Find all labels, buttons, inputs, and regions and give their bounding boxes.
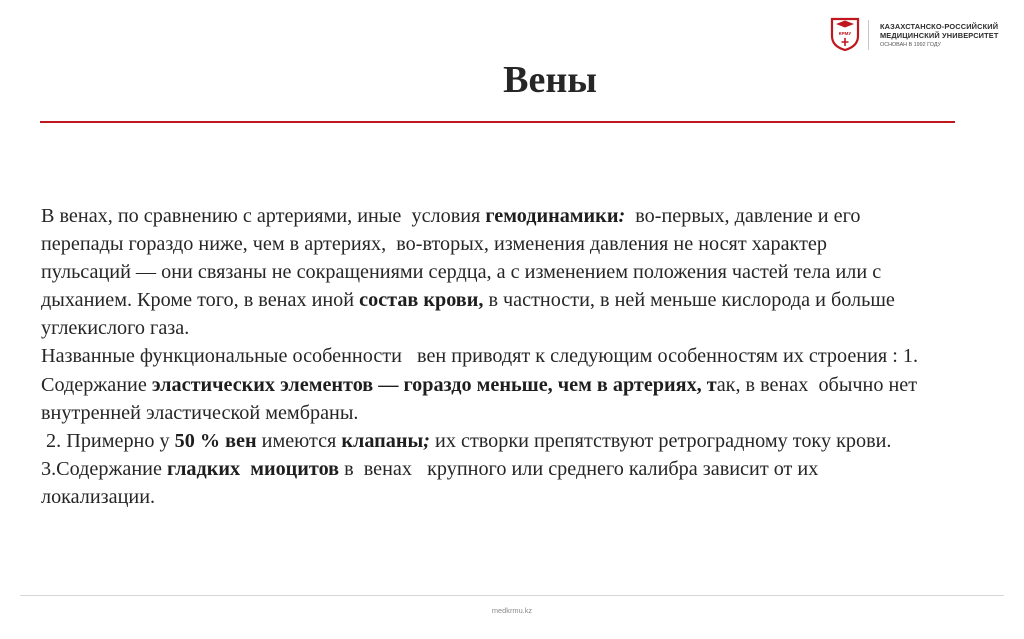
body-emphasis: гемодинамики (485, 205, 619, 227)
title-underline (40, 121, 955, 123)
body-emphasis: состав крови, (359, 289, 484, 312)
university-name-line1: КАЗАХСТАНСКО-РОССИЙСКИЙ (880, 22, 999, 31)
footer-url: medkrmu.kz (491, 606, 533, 615)
body-run: в частности, в ней меньше кислорода и больше углекислого газа. (41, 289, 900, 340)
footer-divider (20, 595, 1004, 596)
body-run: имеются (256, 429, 342, 452)
body-run: Названные функциональные особенности вен приводят к следующим особенностям их строения : 1. Содержание (41, 345, 924, 396)
body-emphasis: 50 % вен (174, 429, 257, 452)
university-name-line2: МЕДИЦИНСКИЙ УНИВЕРСИТЕТ (880, 31, 999, 40)
body-run: во-первых, давление и его перепады гораздо ниже, чем в артериях, во-вторых, изменения давления не носят характер пульсаций — они связаны не сокращениями сердца, а с изменением положения частей тела или с дыханием. Кроме того, в венах иной (41, 205, 887, 312)
university-founded: ОСНОВАН В 1992 ГОДУ (880, 42, 941, 48)
slide-title: Вены (503, 59, 597, 101)
body-emphasis: гладких миоцитов (166, 457, 340, 480)
body-run: их створки препятствуют ретроградному току крови. (430, 429, 892, 452)
body-run: В венах, по сравнению с артериями, иные условия (41, 205, 486, 227)
body-run: в венах крупного или среднего калибра зависит от их локализации. (41, 457, 824, 508)
body-paragraph (41, 342, 924, 426)
university-shield-icon (830, 17, 860, 51)
logo-icon-label: КРМУ (838, 31, 852, 36)
body-paragraph (41, 455, 921, 511)
university-logo (828, 17, 1018, 53)
body-run: 2. Примерно у (41, 429, 175, 452)
body-run: 3.Содержание (41, 457, 167, 480)
body-emphasis: ; (423, 429, 430, 452)
body-run: ак, в венах обычно нет внутренней эластической мембраны. (41, 373, 923, 424)
body-paragraph (41, 202, 921, 342)
body-emphasis: : (618, 205, 626, 227)
slide-body (41, 202, 924, 511)
logo-divider (868, 20, 869, 50)
body-emphasis: эластических элементов — гораздо меньше, чем в артериях, т (151, 373, 717, 396)
body-paragraph (41, 427, 921, 455)
body-emphasis: клапаны (341, 429, 424, 452)
